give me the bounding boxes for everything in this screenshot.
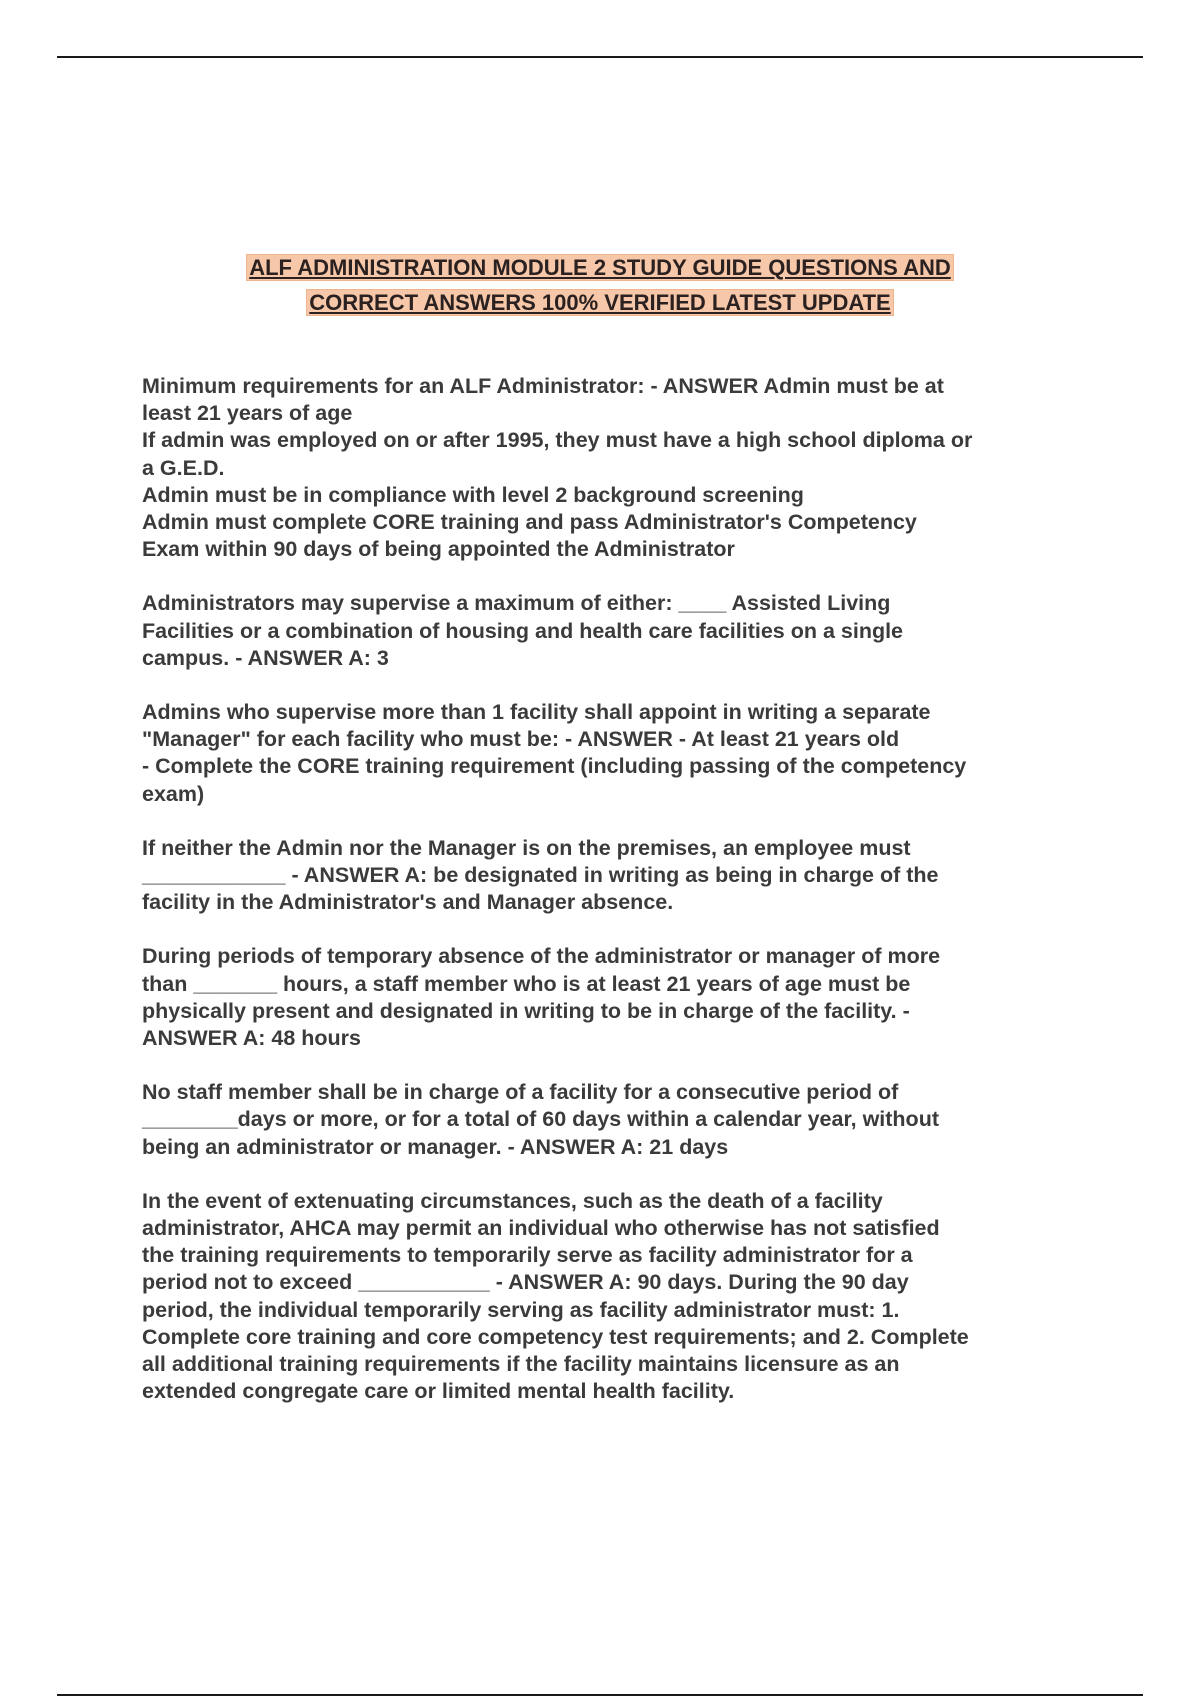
qa-line: If admin was employed on or after 1995, they must have a high school diploma or: [142, 428, 973, 453]
qa-line: Complete core training and core competency test requirements; and 2. Complete: [142, 1324, 969, 1349]
qa-block: [142, 373, 1072, 563]
qa-line: a G.E.D.: [142, 455, 225, 480]
qa-block: [142, 699, 1072, 808]
qa-line: Admins who supervise more than 1 facility shall appoint in writing a separate: [142, 700, 931, 725]
qa-line: Admin must be in compliance with level 2 background screening: [142, 482, 804, 507]
qa-line: physically present and designated in writing to be in charge of the facility. -: [142, 998, 910, 1023]
qa-line: period not to exceed ___________ - ANSWER A: 90 days. During the 90 day: [142, 1270, 909, 1295]
qa-line: campus. - ANSWER A: 3: [142, 645, 389, 670]
qa-line: Facilities or a combination of housing and health care facilities on a single: [142, 618, 904, 643]
qa-line: exam): [142, 781, 205, 806]
qa-line: period, the individual temporarily serving as facility administrator must: 1.: [142, 1297, 900, 1322]
qa-line: ANSWER A: 48 hours: [142, 1026, 361, 1051]
qa-line: In the event of extenuating circumstances, such as the death of a facility: [142, 1188, 883, 1213]
qa-block: [142, 590, 1072, 672]
qa-line: being an administrator or manager. - ANSWER A: 21 days: [142, 1134, 729, 1159]
qa-line: least 21 years of age: [142, 401, 353, 426]
qa-line: the training requirements to temporarily serve as facility administrator for a: [142, 1243, 913, 1268]
qa-block: [142, 943, 1072, 1052]
qa-line: ________days or more, or for a total of 60 days within a calendar year, without: [142, 1107, 939, 1132]
qa-block: [142, 1079, 1072, 1161]
qa-line: Admin must complete CORE training and pass Administrator's Competency: [142, 510, 917, 535]
qa-line: than _______ hours, a staff member who is at least 21 years of age must be: [142, 971, 911, 996]
qa-line: No staff member shall be in charge of a facility for a consecutive period of: [142, 1080, 899, 1105]
title-line-2: CORRECT ANSWERS 100% VERIFIED LATEST UPDATE: [309, 290, 891, 315]
title-line-1: ALF ADMINISTRATION MODULE 2 STUDY GUIDE QUESTIONS AND: [249, 255, 951, 280]
qa-line: During periods of temporary absence of the administrator or manager of more: [142, 944, 941, 969]
qa-block: [142, 835, 1072, 917]
qa-line: administrator, AHCA may permit an individual who otherwise has not satisfied: [142, 1216, 940, 1241]
qa-line: "Manager" for each facility who must be: - ANSWER - At least 21 years old: [142, 727, 900, 752]
page-bottom-rule: [57, 1694, 1143, 1696]
qa-line: Administrators may supervise a maximum of either: ____ Assisted Living: [142, 591, 891, 616]
qa-line: Exam within 90 days of being appointed the Administrator: [142, 537, 735, 562]
qa-line: If neither the Admin nor the Manager is on the premises, an employee must: [142, 835, 911, 860]
qa-line: Minimum requirements for an ALF Administrator: - ANSWER Admin must be at: [142, 374, 944, 398]
page-top-rule: [57, 56, 1143, 58]
qa-line: - Complete the CORE training requirement (including passing of the competency: [142, 754, 967, 779]
qa-line: facility in the Administrator's and Manager absence.: [142, 890, 674, 915]
qa-block: [142, 1188, 1072, 1406]
qa-line: extended congregate care or limited mental health facility.: [142, 1379, 735, 1404]
document-body: [142, 373, 1072, 1433]
qa-line: ____________ - ANSWER A: be designated in writing as being in charge of the: [142, 863, 939, 888]
qa-line: all additional training requirements if the facility maintains licensure as an: [142, 1352, 900, 1377]
document-title: [0, 250, 1200, 320]
